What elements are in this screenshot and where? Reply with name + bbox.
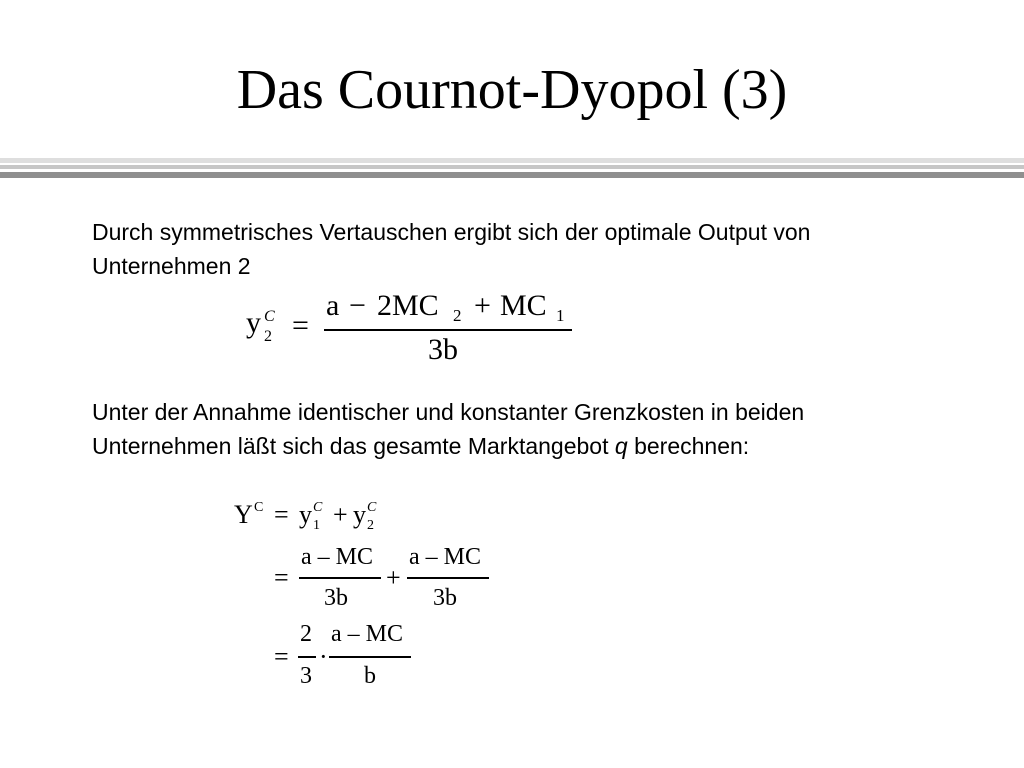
- paragraph-1-line-1: Durch symmetrisches Vertauschen ergibt sich der optimale Output von: [92, 219, 811, 245]
- eq2-row3-frac1-num: 2: [300, 621, 312, 647]
- eq1-equals: =: [292, 309, 309, 342]
- eq1-lhs-sup: C: [264, 308, 275, 325]
- eq2-y2-sup: C: [367, 500, 377, 515]
- variable-q: q: [614, 433, 628, 459]
- eq2-row2-frac1-bar: [299, 577, 381, 579]
- slide-title: Das Cournot-Dyopol (3): [236, 59, 788, 121]
- paragraph-2-line-2: [92, 429, 992, 463]
- eq1-num-plus: +: [474, 289, 491, 322]
- eq2-row3-equals: =: [274, 642, 289, 671]
- divider-line-mid: [0, 165, 1024, 169]
- eq2-row2-frac2-den: 3b: [433, 585, 457, 611]
- eq2-y1-sub: 1: [313, 518, 320, 533]
- paragraph-total-supply: [92, 395, 992, 463]
- eq2-y2-sub: 2: [367, 518, 374, 533]
- eq2-y1: y: [299, 500, 312, 529]
- eq1-denominator: 3b: [428, 333, 458, 366]
- paragraph-2-line-2-pre: Unternehmen läßt sich das gesamte Marktangebot: [92, 433, 615, 459]
- eq1-num-sub-2: 2: [453, 306, 462, 325]
- paragraph-2-line-2-post: berechnen:: [627, 433, 750, 459]
- eq1-lhs-y: y: [246, 306, 261, 339]
- eq2-lhs-Y: Y: [234, 500, 253, 529]
- title-divider: [0, 158, 1024, 180]
- eq1-num-sub-1: 1: [556, 306, 565, 325]
- eq2-row3-frac2-den: b: [364, 663, 376, 689]
- eq2-row3-dot: ·: [319, 642, 328, 671]
- eq2-row1-plus: +: [333, 500, 348, 529]
- eq2-row2-frac2-bar: [407, 577, 489, 579]
- paragraph-2-line-1: Unter der Annahme identischer und konstanter Grenzkosten in beiden: [92, 399, 805, 425]
- eq1-num-a: a: [326, 289, 340, 322]
- eq2-row3-frac2-bar: [329, 656, 411, 658]
- eq2-y2: y: [353, 500, 366, 529]
- divider-line-light: [0, 158, 1024, 163]
- eq2-y1-sup: C: [313, 500, 323, 515]
- eq2-row3-frac1-bar: [298, 656, 316, 658]
- eq1-lhs-sub: 2: [264, 328, 272, 345]
- eq1-num-mc: MC: [500, 289, 547, 322]
- eq1-fraction-bar: [324, 329, 572, 331]
- divider-line-dark: [0, 172, 1024, 178]
- eq2-row2-plus: +: [386, 563, 401, 592]
- eq1-num-2mc: 2MC: [377, 289, 439, 322]
- eq2-row1-equals: =: [274, 500, 289, 529]
- eq1-num-minus: −: [349, 289, 366, 322]
- eq2-row3-frac2-num: a – MC: [331, 621, 403, 647]
- eq2-row2-frac1-den: 3b: [324, 585, 348, 611]
- paragraph-output-firm-2: [92, 215, 992, 283]
- eq2-lhs-sup: C: [254, 500, 264, 515]
- eq2-row2-equals: =: [274, 563, 289, 592]
- eq2-row3-frac1-den: 3: [300, 663, 312, 689]
- paragraph-1-line-2: Unternehmen 2: [92, 253, 251, 279]
- eq2-row2-frac1-num: a – MC: [301, 544, 373, 570]
- eq2-row2-frac2-num: a – MC: [409, 544, 481, 570]
